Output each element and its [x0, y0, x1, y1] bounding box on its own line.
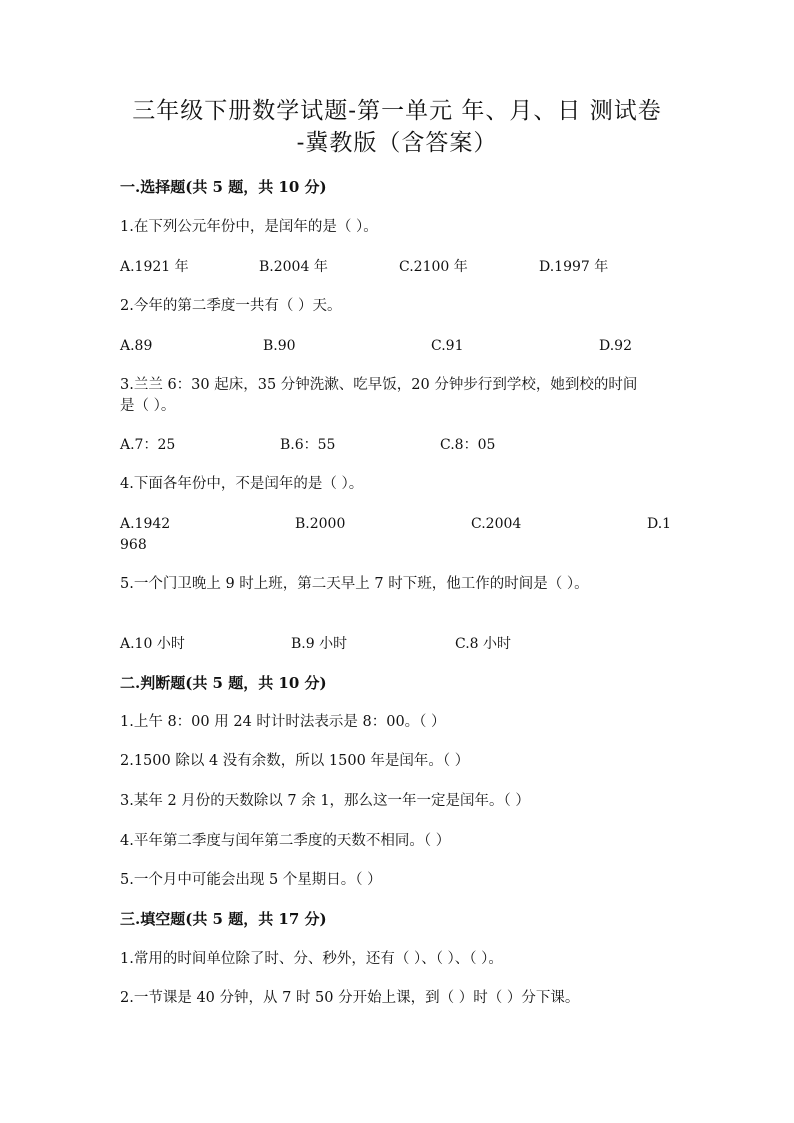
- q4-option-b: B.2000: [295, 516, 346, 532]
- page-title-line2: -冀教版（含答案）: [296, 130, 498, 156]
- q2-option-c: C.91: [431, 338, 464, 354]
- question-3-stem: 3.兰兰 6：30 起床，35 分钟洗漱、吃早饭，20 分钟步行到学校，她到校的时间: [120, 377, 638, 393]
- judge-item-4: 4.平年第二季度与闰年第二季度的天数不相同。（ ）: [120, 833, 451, 849]
- q2-option-b: B.90: [263, 338, 296, 354]
- question-1-stem: 1.在下列公元年份中，是闰年的是（ ）。: [120, 219, 378, 235]
- q1-option-d: D.1997 年: [539, 259, 609, 275]
- judge-item-2: 2.1500 除以 4 没有余数，所以 1500 年是闰年。（ ）: [120, 753, 470, 769]
- judge-item-1: 1.上午 8：00 用 24 时计时法表示是 8：00。（ ）: [120, 714, 446, 730]
- section1-heading: 一.选择题(共 5 题，共 10 分): [120, 178, 327, 196]
- q1-option-b: B.2004 年: [259, 259, 328, 275]
- section3-heading: 三.填空题(共 5 题，共 17 分): [120, 910, 327, 928]
- q2-option-a: A.89: [120, 338, 153, 354]
- q4-option-c: C.2004: [471, 516, 522, 532]
- q3-option-b: B.6：55: [280, 437, 336, 453]
- section2-heading: 二.判断题(共 5 题，共 10 分): [120, 674, 327, 692]
- q4-option-d: D.1: [647, 516, 672, 532]
- q4-option-a: A.1942: [120, 516, 171, 532]
- q3-option-c: C.8：05: [440, 437, 496, 453]
- q5-option-c: C.8 小时: [455, 636, 512, 652]
- judge-item-5: 5.一个月中可能会出现 5 个星期日。（ ）: [120, 872, 382, 888]
- question-4-stem: 4.下面各年份中，不是闰年的是（ ）。: [120, 476, 364, 492]
- q5-option-b: B.9 小时: [291, 636, 348, 652]
- fill-item-2: 2.一节课是 40 分钟，从 7 时 50 分开始上课，到（ ）时（ ）分下课。: [120, 990, 580, 1006]
- judge-item-3: 3.某年 2 月份的天数除以 7 余 1，那么这一年一定是闰年。（ ）: [120, 793, 530, 809]
- q5-option-a: A.10 小时: [120, 636, 185, 652]
- q1-option-c: C.2100 年: [399, 259, 468, 275]
- fill-item-1: 1.常用的时间单位除了时、分、秒外，还有（ ）、（ ）、（ ）。: [120, 951, 503, 967]
- q1-option-a: A.1921 年: [120, 259, 189, 275]
- q4-option-d-wrap: 968: [120, 537, 147, 553]
- question-2-stem: 2.今年的第二季度一共有（ ）天。: [120, 298, 342, 314]
- question-5-stem: 5.一个门卫晚上 9 时上班，第二天早上 7 时下班，他工作的时间是（ ）。: [120, 576, 589, 592]
- q2-option-d: D.92: [599, 338, 632, 354]
- question-3-stem-cont: 是（ ）。: [120, 398, 176, 414]
- page-title-line1: 三年级下册数学试题-第一单元 年、月、日 测试卷: [132, 98, 662, 124]
- q3-option-a: A.7：25: [120, 437, 176, 453]
